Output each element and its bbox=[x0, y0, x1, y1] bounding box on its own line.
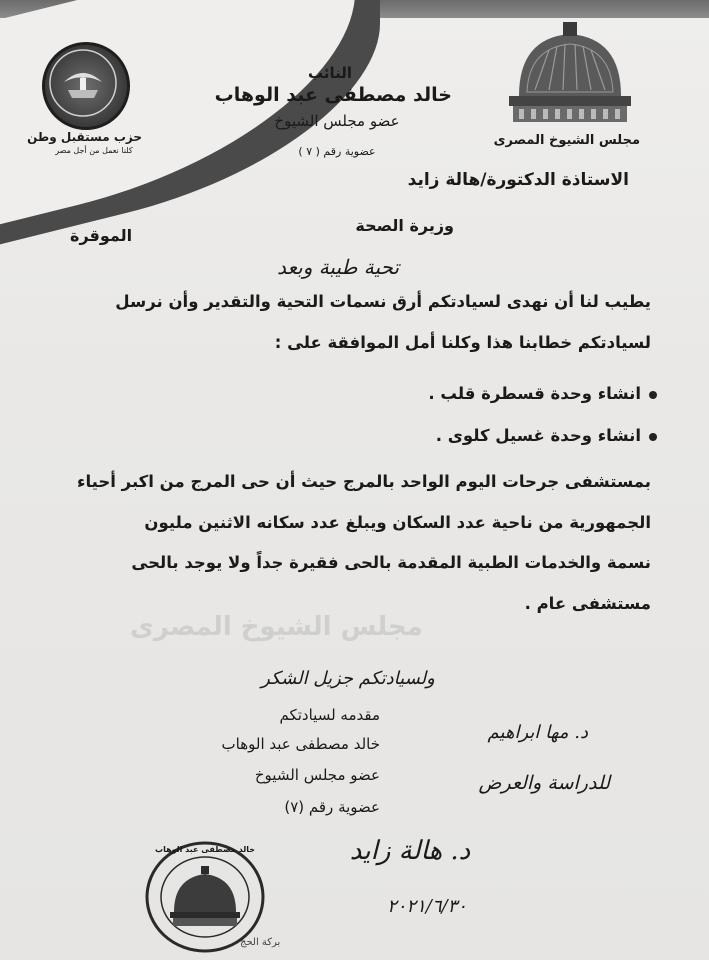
signature-line-3: عضو مجلس الشيوخ bbox=[254, 766, 380, 784]
body-line-3: بمستشفى جرحات اليوم الواحد بالمرج حيث أن حى المرج من اكبر أحياء bbox=[77, 472, 651, 491]
handwritten-signature: د. هالة زايد bbox=[349, 836, 471, 866]
party-slogan: كلنا نعمل من أجل مصر bbox=[55, 146, 133, 155]
recipient-honorific: الموقرة bbox=[70, 226, 133, 245]
bullet-item-1: انشاء وحدة قسطرة قلب . bbox=[257, 384, 657, 403]
greeting: تحية طيبة وبعد bbox=[276, 255, 400, 279]
signature-line-2: خالد مصطفى عبد الوهاب bbox=[221, 735, 380, 753]
recipient-name: الاستاذة الدكتورة/هالة زايد bbox=[407, 170, 629, 190]
party-name: حزب مستقبل وطن bbox=[27, 130, 142, 144]
watermark: مجلس الشيوخ المصرى bbox=[130, 612, 423, 642]
body-line-2: لسيادتكم خطابنا هذا وكلنا أمل الموافقة على : bbox=[274, 333, 651, 352]
closing: ولسيادتكم جزيل الشكر bbox=[261, 668, 435, 689]
body-line-5: نسمة والخدمات الطبية المقدمة بالحى فقيرة جداً ولا يوجد بالحى bbox=[131, 553, 651, 572]
handwritten-note-2: للدراسة والعرض bbox=[478, 772, 610, 794]
header-name: خالد مصطفى عبد الوهاب bbox=[214, 84, 452, 106]
senate-name: مجلس الشيوخ المصرى bbox=[493, 133, 640, 148]
footer-text: بركة الحج bbox=[240, 937, 281, 948]
signature-line-1: مقدمه لسيادتكم bbox=[279, 706, 380, 724]
bullet-item-2: انشاء وحدة غسيل كلوى . bbox=[257, 426, 657, 445]
party-logo bbox=[42, 42, 130, 130]
header-title: النائب bbox=[307, 64, 353, 82]
bullet-icon bbox=[649, 433, 657, 441]
handwritten-note-1: د. مها ابراهيم bbox=[487, 722, 588, 743]
body-line-6: مستشفى عام . bbox=[524, 594, 651, 613]
senate-logo bbox=[505, 18, 635, 126]
signature-line-4: عضوية رقم (٧) bbox=[284, 798, 380, 816]
stamp-text: خالد مصطفى عبد الوهاب bbox=[155, 845, 255, 854]
bullet-icon bbox=[649, 391, 657, 399]
handwritten-date: ٢٠٢١/٦/٣٠ bbox=[387, 896, 467, 917]
header-membership: عضوية رقم ( ٧ ) bbox=[298, 145, 376, 158]
header-role: عضو مجلس الشيوخ bbox=[274, 112, 400, 130]
body-line-4: الجمهورية من ناحية عدد السكان ويبلغ عدد سكانه الاثنين مليون bbox=[144, 513, 651, 532]
body-line-1: يطيب لنا أن نهدى لسيادتكم أرق نسمات التحية والتقدير وأن نرسل bbox=[115, 292, 651, 311]
recipient-ministry: وزيرة الصحة bbox=[355, 216, 454, 235]
